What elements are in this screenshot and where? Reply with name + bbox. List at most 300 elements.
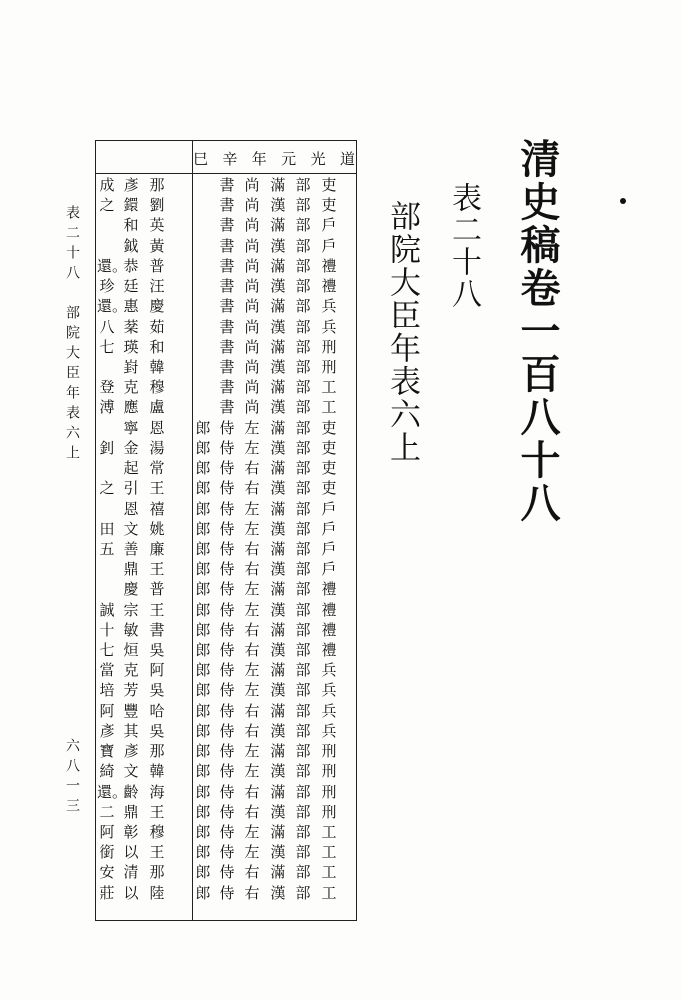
department: 禮 (321, 600, 337, 619)
office-title-char: 郎 (195, 641, 211, 660)
holder-name-char: 瑛 (123, 337, 139, 356)
ethnicity: 滿 (270, 297, 286, 316)
holder-name-char: 二 (99, 802, 115, 821)
office-title-char: 左 (244, 742, 260, 761)
office-row (95, 539, 357, 559)
ethnicity: 漢 (270, 398, 286, 417)
department: 禮 (321, 277, 337, 296)
office-role: 部 (295, 620, 311, 639)
holder-name-char: 寶 (99, 742, 115, 761)
ethnicity: 漢 (270, 600, 286, 619)
department: 戶 (321, 499, 337, 518)
ethnicity: 滿 (270, 661, 286, 680)
office-rows (95, 175, 357, 903)
holder-name-char: 七 (99, 337, 115, 356)
office-role: 部 (295, 519, 311, 538)
department: 戶 (321, 539, 337, 558)
office-title-char: 右 (244, 863, 260, 882)
holder-name-char: 齡 (123, 782, 139, 801)
office-role: 部 (295, 701, 311, 720)
year-header-char: 辛 (222, 150, 238, 168)
holder-name-char: 釗 (99, 438, 115, 457)
ethnicity: 滿 (270, 823, 286, 841)
holder-name-char: 培 (99, 681, 115, 700)
office-title-char: 左 (244, 762, 260, 781)
office-row (95, 478, 357, 498)
office-title-char: 侍 (219, 681, 235, 700)
holder-name-char: 恭 (123, 256, 139, 275)
ethnicity: 滿 (270, 418, 286, 437)
office-title-char: 左 (244, 681, 260, 700)
holder-name-char: 那 (149, 742, 165, 761)
ethnicity: 滿 (270, 459, 286, 478)
office-role: 部 (295, 843, 311, 862)
holder-name-char: 還。 (97, 256, 128, 275)
office-row (95, 761, 357, 781)
office-title-char: 書 (219, 317, 235, 336)
year-header-char: 光 (310, 150, 326, 168)
margin-label: 表二十八 部院大臣年表六上 (64, 205, 80, 465)
holder-name-char: 阿 (99, 823, 115, 841)
department: 戶 (321, 560, 337, 579)
office-role: 部 (295, 681, 311, 700)
office-title-char: 尚 (244, 236, 260, 255)
office-title-char: 書 (219, 337, 235, 356)
department: 吏 (321, 459, 337, 478)
holder-name-char: 彥 (99, 721, 115, 740)
office-title-char: 郎 (195, 438, 211, 457)
department: 戶 (321, 236, 337, 255)
office-role: 部 (295, 802, 311, 821)
office-title-char: 侍 (219, 883, 235, 902)
office-row (95, 620, 357, 640)
office-role: 部 (295, 438, 311, 457)
office-row (95, 215, 357, 235)
office-title-char: 侍 (219, 620, 235, 639)
office-title-char: 郎 (195, 883, 211, 902)
office-role: 部 (295, 721, 311, 740)
office-row (95, 782, 357, 802)
ethnicity: 滿 (270, 378, 286, 397)
department: 刑 (321, 802, 337, 821)
office-role: 部 (295, 479, 311, 498)
office-title-char: 侍 (219, 701, 235, 720)
ethnicity: 漢 (270, 317, 286, 336)
office-title-char: 尚 (244, 378, 260, 397)
ethnicity: 漢 (270, 479, 286, 498)
holder-name-char: 鐶 (123, 196, 139, 215)
holder-name-char: 莊 (99, 883, 115, 902)
holder-name-char: 王 (149, 560, 165, 579)
office-title-char: 郎 (195, 499, 211, 518)
department: 兵 (321, 317, 337, 336)
department: 工 (321, 398, 337, 417)
holder-name-char: 韓 (149, 762, 165, 781)
office-role: 部 (295, 883, 311, 902)
ethnicity: 漢 (270, 560, 286, 579)
office-role: 部 (295, 863, 311, 882)
holder-name-char: 劉 (149, 196, 165, 215)
office-title-char: 郎 (195, 701, 211, 720)
office-title-char: 郎 (195, 863, 211, 882)
office-role: 部 (295, 600, 311, 619)
office-title-char: 侍 (219, 479, 235, 498)
office-title-char: 尚 (244, 256, 260, 275)
holder-name-char: 彥 (123, 742, 139, 761)
office-title-char: 尚 (244, 337, 260, 356)
office-title-char: 左 (244, 519, 260, 538)
office-title-char: 左 (244, 600, 260, 619)
office-title-char: 左 (244, 823, 260, 841)
year-header (193, 146, 355, 172)
office-role: 部 (295, 297, 311, 316)
ethnicity: 漢 (270, 721, 286, 740)
office-title-char: 侍 (219, 782, 235, 801)
department: 工 (321, 863, 337, 882)
department: 吏 (321, 438, 337, 457)
office-role: 部 (295, 176, 311, 194)
holder-name-char: 克 (123, 378, 139, 397)
holder-name-char: 姚 (149, 519, 165, 538)
office-row (95, 660, 357, 680)
office-role: 部 (295, 398, 311, 417)
office-title-char: 郎 (195, 721, 211, 740)
office-row (95, 842, 357, 862)
office-role: 部 (295, 196, 311, 215)
holder-name-char: 鼎 (123, 802, 139, 821)
department: 禮 (321, 580, 337, 599)
ethnicity: 漢 (270, 762, 286, 781)
department: 刑 (321, 742, 337, 761)
holder-name-char: 書 (149, 620, 165, 639)
ethnicity: 漢 (270, 438, 286, 457)
holder-name-char: 還。 (97, 782, 128, 801)
office-role: 部 (295, 317, 311, 336)
holder-name-char: 登 (99, 378, 115, 397)
holder-name-char: 當 (99, 661, 115, 680)
page-number: 六八一三 (64, 738, 80, 818)
ethnicity: 滿 (270, 620, 286, 639)
office-title-char: 書 (219, 196, 235, 215)
office-title-char: 尚 (244, 398, 260, 417)
ethnicity: 滿 (270, 337, 286, 356)
ethnicity: 滿 (270, 863, 286, 882)
holder-name-char: 以 (123, 883, 139, 902)
department: 禮 (321, 620, 337, 639)
holder-name-char: 其 (123, 721, 139, 740)
holder-name-char: 金 (123, 438, 139, 457)
holder-name-char: 廉 (149, 539, 165, 558)
office-title-char: 侍 (219, 459, 235, 478)
holder-name-char: 哈 (149, 701, 165, 720)
department: 戶 (321, 519, 337, 538)
office-row (95, 296, 357, 316)
office-row (95, 559, 357, 579)
office-row (95, 317, 357, 337)
office-title-char: 侍 (219, 762, 235, 781)
table-number: 表二十八 (446, 182, 481, 310)
office-title-char: 侍 (219, 843, 235, 862)
year-header-char: 元 (281, 150, 297, 168)
office-row (95, 741, 357, 761)
office-title-char: 侍 (219, 560, 235, 579)
office-role: 部 (295, 459, 311, 478)
holder-name-char: 克 (123, 661, 139, 680)
office-title-char: 書 (219, 176, 235, 194)
holder-name-char: 穆 (149, 378, 165, 397)
department: 兵 (321, 681, 337, 700)
holder-name-char: 恩 (123, 499, 139, 518)
office-title-char: 郎 (195, 459, 211, 478)
office-row (95, 175, 357, 195)
office-row (95, 600, 357, 620)
header-divider (95, 173, 357, 174)
office-title-char: 郎 (195, 802, 211, 821)
office-row (95, 822, 357, 842)
office-role: 部 (295, 782, 311, 801)
office-row (95, 458, 357, 478)
office-role: 部 (295, 539, 311, 558)
office-title-char: 書 (219, 256, 235, 275)
holder-name-char: 之 (99, 196, 115, 215)
office-row (95, 721, 357, 741)
holder-name-char: 豐 (123, 701, 139, 720)
holder-name-char: 王 (149, 843, 165, 862)
office-role: 部 (295, 277, 311, 296)
office-title-char: 書 (219, 277, 235, 296)
department: 吏 (321, 196, 337, 215)
office-title-char: 書 (219, 236, 235, 255)
office-title-char: 侍 (219, 661, 235, 680)
holder-name-char: 恩 (149, 418, 165, 437)
year-header-char: 年 (251, 150, 267, 168)
office-title-char: 郎 (195, 681, 211, 700)
office-title-char: 書 (219, 378, 235, 397)
holder-name-char: 普 (149, 580, 165, 599)
holder-name-char: 鼎 (123, 560, 139, 579)
ethnicity: 漢 (270, 843, 286, 862)
ethnicity: 漢 (270, 196, 286, 215)
holder-name-char: 烜 (123, 641, 139, 660)
office-row (95, 862, 357, 882)
office-title-char: 郎 (195, 479, 211, 498)
department: 禮 (321, 641, 337, 660)
holder-name-char: 慶 (123, 580, 139, 599)
office-title-char: 尚 (244, 176, 260, 194)
office-title-char: 郎 (195, 539, 211, 558)
office-role: 部 (295, 560, 311, 579)
holder-name-char: 和 (149, 337, 165, 356)
ethnicity: 漢 (270, 883, 286, 902)
department: 刑 (321, 357, 337, 376)
holder-name-char: 禧 (149, 499, 165, 518)
department: 禮 (321, 256, 337, 275)
holder-name-char: 盧 (149, 398, 165, 417)
department: 工 (321, 378, 337, 397)
office-title-char: 侍 (219, 863, 235, 882)
office-role: 部 (295, 742, 311, 761)
holder-name-char: 那 (149, 176, 165, 194)
office-row (95, 418, 357, 438)
holder-name-char: 和 (123, 216, 139, 235)
office-row (95, 680, 357, 700)
holder-name-char: 還。 (97, 297, 128, 316)
department: 工 (321, 883, 337, 902)
office-role: 部 (295, 337, 311, 356)
ethnicity: 滿 (270, 176, 286, 194)
ethnicity: 滿 (270, 742, 286, 761)
volume-title: 清史稿卷一百八十八 (514, 138, 561, 525)
office-title-char: 右 (244, 701, 260, 720)
ethnicity: 漢 (270, 681, 286, 700)
holder-name-char: 英 (149, 216, 165, 235)
holder-name-char: 文 (123, 519, 139, 538)
holder-name-char: 吳 (149, 721, 165, 740)
holder-name-char: 吳 (149, 681, 165, 700)
ethnicity: 漢 (270, 641, 286, 660)
holder-name-char: 湯 (149, 438, 165, 457)
office-title-char: 侍 (219, 641, 235, 660)
office-role: 部 (295, 499, 311, 518)
holder-name-char: 吳 (149, 641, 165, 660)
holder-name-char: 穆 (149, 823, 165, 841)
holder-name-char: 應 (123, 398, 139, 417)
ethnicity: 滿 (270, 580, 286, 599)
holder-name-char: 黃 (149, 236, 165, 255)
office-row (95, 499, 357, 519)
holder-name-char: 崶 (123, 357, 139, 376)
holder-name-char: 廷 (123, 277, 139, 296)
office-title-char: 侍 (219, 499, 235, 518)
office-title-char: 郎 (195, 661, 211, 680)
ethnicity: 漢 (270, 236, 286, 255)
office-title-char: 左 (244, 661, 260, 680)
office-title-char: 右 (244, 802, 260, 821)
office-title-char: 右 (244, 539, 260, 558)
office-title-char: 右 (244, 883, 260, 902)
office-title-char: 右 (244, 620, 260, 639)
ethnicity: 滿 (270, 499, 286, 518)
office-role: 部 (295, 378, 311, 397)
office-title-char: 左 (244, 418, 260, 437)
office-title-char: 右 (244, 782, 260, 801)
ethnicity: 滿 (270, 701, 286, 720)
office-title-char: 侍 (219, 539, 235, 558)
holder-name-char: 銜 (99, 843, 115, 862)
office-title-char: 侍 (219, 802, 235, 821)
office-role: 部 (295, 641, 311, 660)
department: 兵 (321, 701, 337, 720)
holder-name-char: 芳 (123, 681, 139, 700)
holder-name-char: 五 (99, 539, 115, 558)
ink-dot (620, 198, 626, 204)
office-row (95, 337, 357, 357)
holder-name-char: 田 (99, 519, 115, 538)
office-row (95, 397, 357, 417)
holder-name-char: 汪 (149, 277, 165, 296)
department: 工 (321, 843, 337, 862)
holder-name-char: 七 (99, 641, 115, 660)
office-role: 部 (295, 580, 311, 599)
office-row (95, 640, 357, 660)
holder-name-char: 安 (99, 863, 115, 882)
office-role: 部 (295, 216, 311, 235)
ethnicity: 滿 (270, 539, 286, 558)
year-header-char: 巳 (193, 150, 209, 168)
office-row (95, 438, 357, 458)
holder-name-char: 誠 (99, 600, 115, 619)
office-title-char: 侍 (219, 721, 235, 740)
office-role: 部 (295, 762, 311, 781)
ethnicity: 漢 (270, 277, 286, 296)
department: 刑 (321, 782, 337, 801)
department: 兵 (321, 661, 337, 680)
office-title-char: 郎 (195, 418, 211, 437)
holder-name-char: 引 (123, 479, 139, 498)
ethnicity: 漢 (270, 802, 286, 821)
office-row (95, 256, 357, 276)
office-title-char: 郎 (195, 823, 211, 841)
office-title-char: 郎 (195, 620, 211, 639)
holder-name-char: 敏 (123, 620, 139, 639)
department: 刑 (321, 337, 337, 356)
ethnicity: 滿 (270, 256, 286, 275)
office-title-char: 右 (244, 560, 260, 579)
holder-name-char: 王 (149, 479, 165, 498)
office-row (95, 276, 357, 296)
office-title-char: 郎 (195, 580, 211, 599)
office-title-char: 侍 (219, 580, 235, 599)
department: 刑 (321, 762, 337, 781)
holder-name-char: 慶 (149, 297, 165, 316)
ethnicity: 滿 (270, 782, 286, 801)
office-title-char: 右 (244, 459, 260, 478)
office-title-char: 郎 (195, 762, 211, 781)
holder-name-char: 那 (149, 863, 165, 882)
office-title-char: 尚 (244, 357, 260, 376)
office-title-char: 左 (244, 580, 260, 599)
office-row (95, 377, 357, 397)
office-title-char: 書 (219, 216, 235, 235)
holder-name-char: 惠 (123, 297, 139, 316)
office-row (95, 802, 357, 822)
holder-name-char: 彥 (123, 176, 139, 194)
office-title-char: 書 (219, 357, 235, 376)
holder-name-char: 普 (149, 256, 165, 275)
office-row (95, 195, 357, 215)
holder-name-char: 宗 (123, 600, 139, 619)
office-title-char: 郎 (195, 742, 211, 761)
year-header-char: 道 (339, 150, 355, 168)
office-row (95, 357, 357, 377)
office-title-char: 侍 (219, 823, 235, 841)
department: 吏 (321, 479, 337, 498)
office-title-char: 尚 (244, 317, 260, 336)
holder-name-char: 常 (149, 459, 165, 478)
holder-name-char: 茹 (149, 317, 165, 336)
office-title-char: 尚 (244, 216, 260, 235)
holder-name-char: 以 (123, 843, 139, 862)
holder-name-char: 棻 (123, 317, 139, 336)
office-title-char: 侍 (219, 418, 235, 437)
holder-name-char: 王 (149, 802, 165, 821)
holder-name-char: 成 (99, 176, 115, 194)
office-title-char: 尚 (244, 297, 260, 316)
office-title-char: 左 (244, 843, 260, 862)
office-title-char: 侍 (219, 519, 235, 538)
office-title-char: 右 (244, 641, 260, 660)
office-title-char: 書 (219, 297, 235, 316)
